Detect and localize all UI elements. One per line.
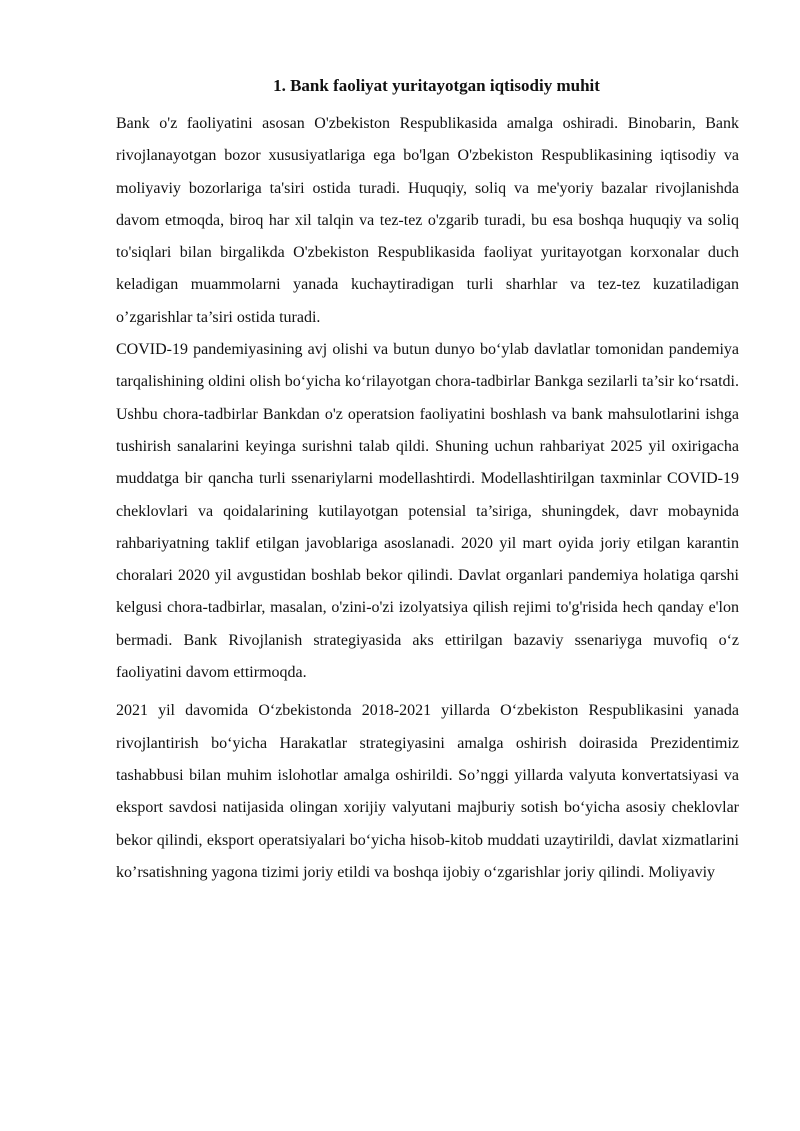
section-heading: 1. Bank faoliyat yuritayotgan iqtisodiy muhit — [273, 76, 600, 95]
paragraph-covid-impact: COVID-19 pandemiyasining avj olishi va butun dunyo bo‘ylab davlatlar tomonidan pandemiya tarqalishining oldini olish bo‘yicha ko‘rilayotgan chora-tadbirlar Bankga sezilarli ta’sir ko‘rsatdi. Ushbu chora-tadbirlar Bankdan o'z operatsion faoliyatini boshlash va bank mahsulotlarini ishga tushirish sanalarini keyinga surishni talab qildi. Shuning uchun rahbariyat 2025 yil oxirigacha muddatga bir qancha turli ssenariylarni modellashtirdi. Modellashtirilgan taxminlar COVID-19 cheklovlari va qoidalarining kutilayotgan potensial ta’siriga, shuningdek, davr mobaynida rahbariyatning taklif etilgan javoblariga asoslanadi. 2020 yil mart oyida joriy etilgan karantin choralari 2020 yil avgustidan boshlab bekor qilindi. Davlat organlari pandemiya holatiga qarshi kelgusi chora-tadbirlar, masalan, o'zini-o'zi izolyatsiya qilish rejimi to'g'risida hech qanday e'lon bermadi. Bank Rivojlanish strategiyasida aks ettirilgan bazaviy ssenariyga muvofiq o‘z faoliyatini davom ettirmoqda. — [116, 341, 739, 682]
paragraph-reforms: 2021 yil davomida O‘zbekistonda 2018-2021 yillarda O‘zbekiston Respublikasini yanada rivojlantirish bo‘yicha Harakatlar strategiyasini amalga oshirish doirasida Prezidentimiz tashabbusi bilan muhim islohotlar amalga oshirildi. So’nggi yillarda valyuta konvertatsiyasi va eksport savdosi natijasida olingan xorijiy valyutani majburiy sotish bo‘yicha asosiy cheklovlar bekor qilindi, eksport operatsiyalari bo‘yicha hisob-kitob muddati uzaytirildi, davlat xizmatlarini ko’rsatishning yagona tizimi joriy etildi va boshqa ijobiy o‘zgarishlar joriy qilindi. Moliyaviy — [116, 702, 739, 881]
document-page — [116, 74, 739, 889]
paragraph-economic-environment: Bank o'z faoliyatini asosan O'zbekiston Respublikasida amalga oshiradi. Binobarin, Bank rivojlanayotgan bozor xususiyatlariga ega bo'lgan O'zbekiston Respublikasining iqtisodiy va moliyaviy bozorlariga ta'siri ostida turadi. Huquqiy, soliq va me'yoriy bazalar rivojlanishda davom etmoqda, biroq har xil talqin va tez-tez o'zgarib turadi, bu esa boshqa huquqiy va soliq to'siqlari bilan birgalikda O'zbekiston Respublikasida faoliyat yuritayotgan korxonalar duch keladigan muammolarni yanada kuchaytiradigan turli sharhlar va tez-tez kuzatiladigan o’zgarishlar ta’siri ostida turadi. — [116, 115, 739, 326]
